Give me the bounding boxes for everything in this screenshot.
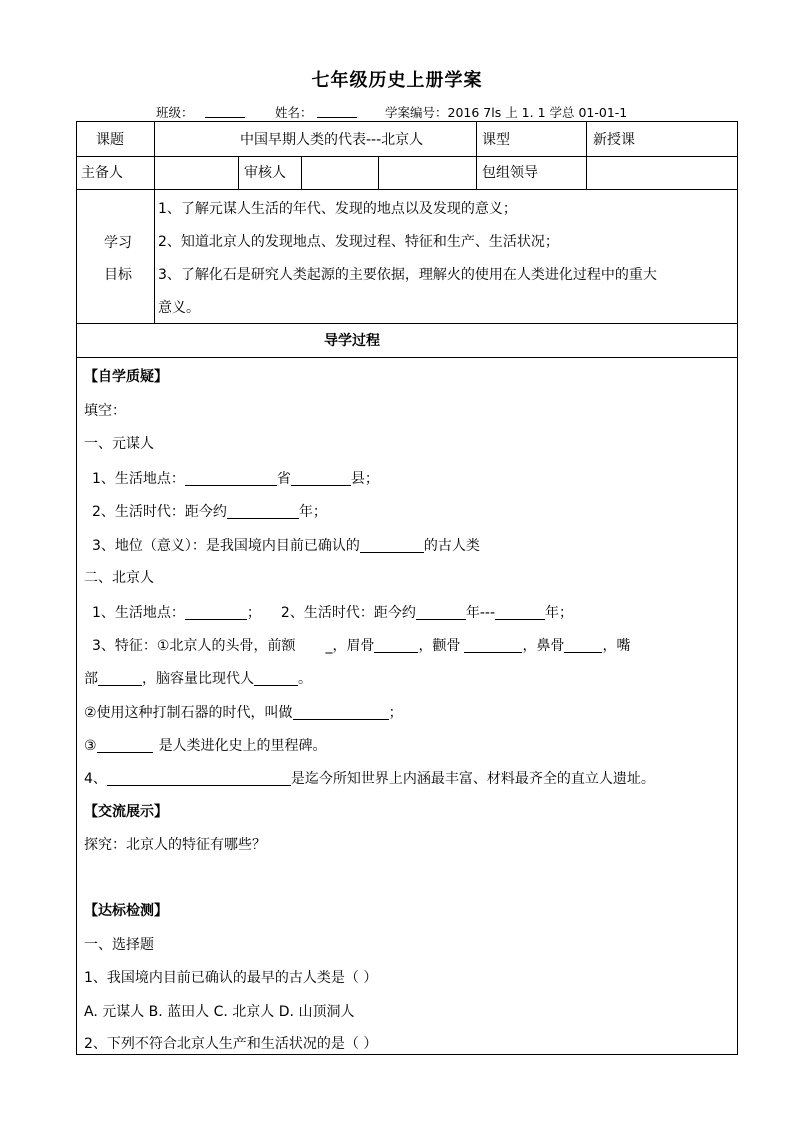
yuanmou-era-line: 2、生活时代：距今约 年； bbox=[92, 504, 327, 520]
beijing-features-line: 3、特征：①北京人的头骨，前额 _，眉骨 ，颧骨 ，鼻骨 ，嘴 bbox=[92, 638, 631, 654]
objectives-label-line2: 目标 bbox=[104, 267, 132, 283]
question-1-options: A. 元谋人 B. 蓝田人 C. 北京人 D. 山顶洞人 bbox=[84, 1004, 355, 1020]
objective-item: 3、了解化石是研究人类起源的主要依据，理解火的使用在人类进化过程中的重大 bbox=[158, 267, 657, 283]
column-divider bbox=[301, 156, 302, 189]
answer-blank[interactable] bbox=[107, 771, 291, 786]
exchange-heading: 【交流展示】 bbox=[84, 804, 168, 820]
column-divider bbox=[154, 121, 155, 323]
yuanmou-significance-line: 3、地位（意义）：是我国境内目前已确认的 的古人类 bbox=[92, 538, 480, 554]
answer-blank[interactable] bbox=[564, 638, 602, 653]
self-study-heading: 【自学质疑】 bbox=[84, 369, 168, 385]
answer-blank[interactable] bbox=[293, 705, 389, 720]
column-divider bbox=[378, 156, 379, 189]
choice-heading: 一、选择题 bbox=[84, 937, 154, 953]
topic-label: 课题 bbox=[96, 132, 124, 148]
beijing-features-line-cont: 部 ，脑容量比现代人 。 bbox=[84, 671, 312, 687]
reviewer-label: 审核人 bbox=[244, 165, 286, 181]
class-label: 班级： bbox=[156, 105, 194, 120]
answer-blank[interactable] bbox=[291, 471, 351, 486]
worksheet-table bbox=[76, 121, 738, 1055]
answer-blank[interactable] bbox=[464, 638, 522, 653]
explore-question: 探究：北京人的特征有哪些？ bbox=[84, 837, 266, 853]
answer-blank[interactable] bbox=[97, 738, 153, 753]
answer-blank[interactable] bbox=[416, 605, 466, 620]
milestone-line: ③ 是人类进化史上的里程碑。 bbox=[84, 738, 327, 754]
name-blank[interactable] bbox=[317, 105, 357, 118]
column-divider bbox=[238, 156, 239, 189]
beijing-location-era-line: 1、生活地点： ； 2、生活时代：距今约 年--- 年； bbox=[92, 605, 573, 621]
preparer-label: 主备人 bbox=[81, 165, 123, 181]
fill-label: 填空： bbox=[84, 403, 126, 419]
beijing-heading: 二、北京人 bbox=[84, 570, 154, 586]
class-blank[interactable] bbox=[205, 105, 245, 118]
row-divider bbox=[76, 323, 738, 324]
answer-blank[interactable] bbox=[185, 605, 247, 620]
column-divider bbox=[476, 121, 477, 189]
group-leader-label: 包组领导 bbox=[482, 165, 538, 181]
yuanmou-heading: 一、元谋人 bbox=[84, 436, 154, 452]
topic-value: 中国早期人类的代表---北京人 bbox=[240, 132, 424, 148]
answer-blank[interactable] bbox=[374, 638, 418, 653]
objective-item: 2、知道北京人的发现地点、发现过程、特征和生产、生活状况； bbox=[158, 234, 559, 250]
objectives-label-line1: 学习 bbox=[104, 235, 132, 251]
row-divider bbox=[76, 156, 738, 157]
page-title: 七年级历史上册学案 bbox=[311, 70, 483, 91]
case-code: 学案编号：2016 7ls 上 1. 1 学总 01-01-1 bbox=[385, 105, 628, 120]
lesson-type-value: 新授课 bbox=[593, 132, 635, 148]
site-line: 4、 是迄今所知世界上内涵最丰富、材料最齐全的直立人遗址。 bbox=[84, 771, 655, 787]
yuanmou-location-line: 1、生活地点： 省 县； bbox=[92, 471, 379, 487]
answer-blank[interactable] bbox=[185, 471, 277, 486]
answer-blank[interactable] bbox=[227, 504, 299, 519]
stone-tool-era-line: ②使用这种打制石器的时代，叫做 ； bbox=[84, 705, 403, 721]
lesson-type-label: 课型 bbox=[482, 132, 510, 148]
objective-item: 1、了解元谋人生活的年代、发现的地点以及发现的意义； bbox=[158, 201, 517, 217]
row-divider bbox=[76, 357, 738, 358]
name-label: 姓名： bbox=[275, 105, 313, 120]
answer-blank[interactable] bbox=[254, 671, 298, 686]
question-2: 2、下列不符合北京人生产和生活状况的是（ ） bbox=[84, 1036, 378, 1052]
objective-item: 意义。 bbox=[158, 300, 200, 316]
answer-blank[interactable] bbox=[495, 605, 545, 620]
row-divider bbox=[76, 189, 738, 190]
column-divider bbox=[586, 121, 587, 189]
question-1: 1、我国境内目前已确认的最早的古人类是（ ） bbox=[84, 970, 378, 986]
answer-blank[interactable] bbox=[360, 538, 424, 553]
process-heading: 导学过程 bbox=[324, 333, 380, 349]
answer-blank[interactable] bbox=[98, 671, 142, 686]
test-heading: 【达标检测】 bbox=[84, 903, 168, 919]
